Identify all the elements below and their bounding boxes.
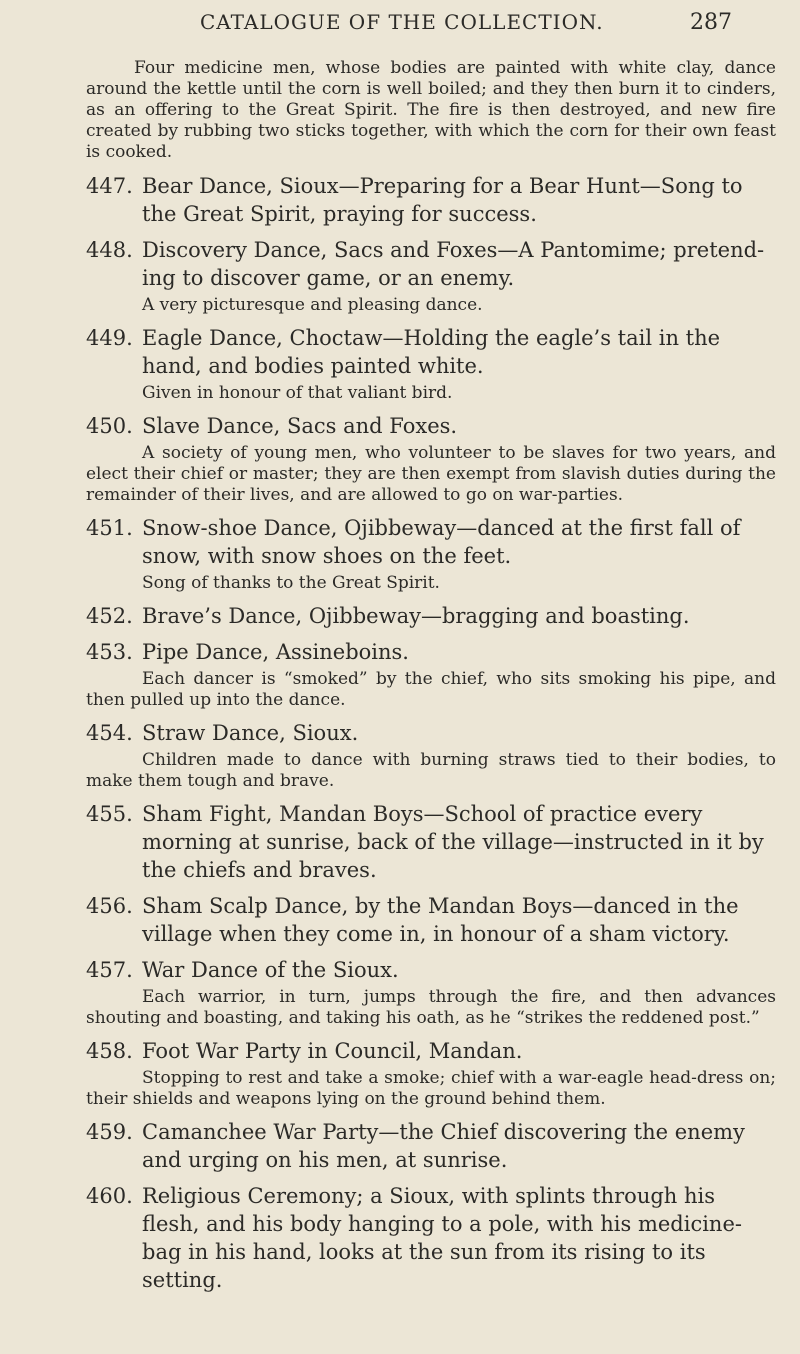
catalogue-entry	[86, 1182, 776, 1294]
entry-heading: Pipe Dance, Assineboins.	[142, 640, 409, 664]
entry-number: 448.	[86, 238, 133, 262]
catalogue-entry	[86, 514, 776, 594]
entry-heading: Discovery Dance, Sacs and Foxes—A Pantomime; pretend-ing to discover game, or an enemy.	[142, 238, 765, 290]
running-header	[0, 10, 800, 50]
entry-note: Children made to dance with burning straws tied to their bodies, to make them tough and brave.	[86, 750, 776, 791]
entry-number: 454.	[86, 721, 133, 745]
catalogue-entry	[86, 602, 776, 630]
entry-note: Each dancer is “smoked” by the chief, who sits smoking his pipe, and then pulled up into the dance.	[86, 669, 776, 710]
catalogue-entry	[86, 324, 776, 404]
entry-note: Song of thanks to the Great Spirit.	[142, 573, 440, 593]
entry-heading: Religious Ceremony; a Sioux, with splints through his flesh, and his body hanging to a pole, with his medicine-bag in his hand, looks at the sun from its rising to its setting.	[142, 1184, 742, 1292]
catalogue-entries	[86, 172, 776, 1294]
entry-number: 459.	[86, 1120, 133, 1144]
entry-note: Given in honour of that valiant bird.	[142, 383, 453, 403]
catalogue-entry	[86, 172, 776, 228]
catalogue-entry	[86, 236, 776, 316]
catalogue-entry	[86, 956, 776, 1029]
entry-number: 460.	[86, 1184, 133, 1208]
entry-note: Stopping to rest and take a smoke; chief with a war-eagle head-dress on; their shields and weapons lying on the ground behind them.	[86, 1068, 776, 1109]
entry-number: 450.	[86, 414, 133, 438]
intro-paragraph: Four medicine men, whose bodies are painted with white clay, dance around the kettle until the corn is well boiled; and they then burn it to cinders, as an offering to the Great Spirit. The fire is then destroyed, and new fire created by rubbing two sticks together, with which the corn for their own feast is cooked.	[86, 58, 776, 162]
entry-heading: Camanchee War Party—the Chief discovering the enemy and urging on his men, at sunrise.	[142, 1120, 745, 1172]
catalogue-entry	[86, 1037, 776, 1110]
entry-heading: Sham Scalp Dance, by the Mandan Boys—danced in the village when they come in, in honour of a sham victory.	[142, 894, 739, 946]
entry-heading: Sham Fight, Mandan Boys—School of practice every morning at sunrise, back of the village—instructed in it by the chiefs and braves.	[142, 802, 764, 882]
catalogue-entry	[86, 892, 776, 948]
entry-heading: Snow-shoe Dance, Ojibbeway—danced at the first fall of snow, with snow shoes on the feet.	[142, 516, 741, 568]
entry-number: 447.	[86, 174, 133, 198]
catalogue-entry	[86, 412, 776, 506]
entry-heading: Slave Dance, Sacs and Foxes.	[142, 414, 458, 438]
catalogue-entry	[86, 800, 776, 884]
catalogue-entry	[86, 638, 776, 711]
entry-number: 456.	[86, 894, 133, 918]
catalogue-entry	[86, 1118, 776, 1174]
entry-number: 457.	[86, 958, 133, 982]
entry-note: A society of young men, who volunteer to be slaves for two years, and elect their chief or master; they are then exempt from slavish duties during the remainder of their lives, and are allowed to go on war-parties.	[86, 443, 776, 505]
running-title: CATALOGUE OF THE COLLECTION.	[200, 10, 604, 34]
catalogue-entry	[86, 719, 776, 792]
entry-number: 453.	[86, 640, 133, 664]
page-number: 287	[690, 10, 732, 35]
entry-heading: Eagle Dance, Choctaw—Holding the eagle’s tail in the hand, and bodies painted white.	[142, 326, 721, 378]
entry-note: A very picturesque and pleasing dance.	[142, 295, 483, 315]
entry-heading: Foot War Party in Council, Mandan.	[142, 1039, 523, 1063]
page-body	[86, 58, 776, 1302]
entry-number: 452.	[86, 604, 133, 628]
entry-heading: Bear Dance, Sioux—Preparing for a Bear Hunt—Song to the Great Spirit, praying for success.	[142, 174, 743, 226]
entry-note: Each warrior, in turn, jumps through the fire, and then advances shouting and boasting, and taking his oath, as he “strikes the reddened post.”	[86, 987, 776, 1028]
entry-heading: War Dance of the Sioux.	[142, 958, 399, 982]
entry-number: 458.	[86, 1039, 133, 1063]
entry-heading: Straw Dance, Sioux.	[142, 721, 359, 745]
entry-number: 455.	[86, 802, 133, 826]
entry-number: 449.	[86, 326, 133, 350]
entry-heading: Brave’s Dance, Ojibbeway—bragging and boasting.	[142, 604, 690, 628]
entry-number: 451.	[86, 516, 133, 540]
